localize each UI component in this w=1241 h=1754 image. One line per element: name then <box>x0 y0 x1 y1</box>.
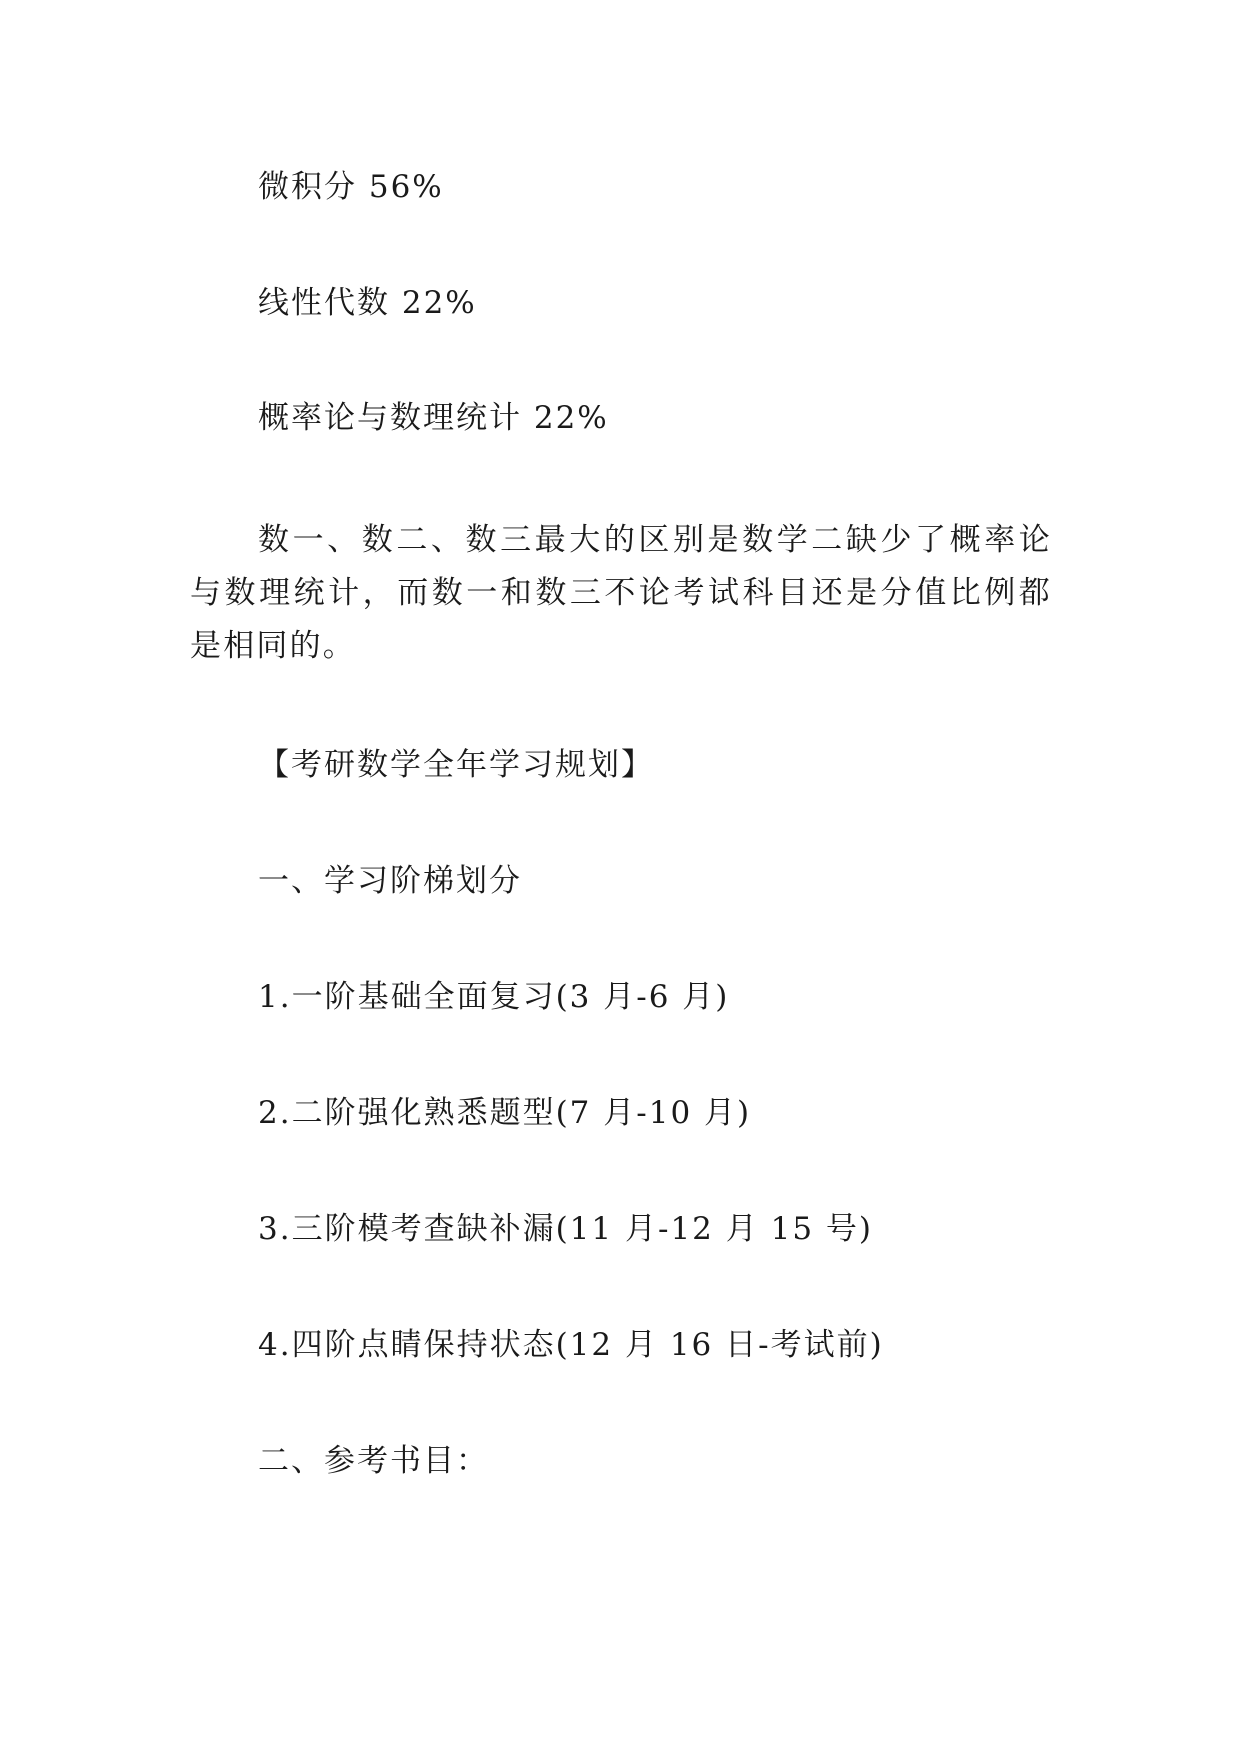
comparison-paragraph: 数一、数二、数三最大的区别是数学二缺少了概率论与数理统计，而数一和数三不论考试科目还是分值比例都是相同的。 <box>190 522 1052 664</box>
heading-study-stages: 一、学习阶梯划分 <box>258 863 522 899</box>
stage-item: 1.一阶基础全面复习(3 月-6 月) <box>258 979 730 1015</box>
subject-weight-linear-algebra: 线性代数 22% <box>258 285 477 321</box>
subject-weight-probability: 概率论与数理统计 22% <box>258 400 609 436</box>
subject-weight-calculus: 微积分 56% <box>258 169 444 205</box>
section-title: 【考研数学全年学习规划】 <box>258 747 654 783</box>
stage-item: 3.三阶模考查缺补漏(11 月-12 月 15 号) <box>258 1211 873 1247</box>
heading-reference-books: 二、参考书目： <box>258 1443 489 1479</box>
stage-item: 4.四阶点睛保持状态(12 月 16 日-考试前) <box>258 1327 884 1363</box>
stage-item: 2.二阶强化熟悉题型(7 月-10 月) <box>258 1095 752 1131</box>
